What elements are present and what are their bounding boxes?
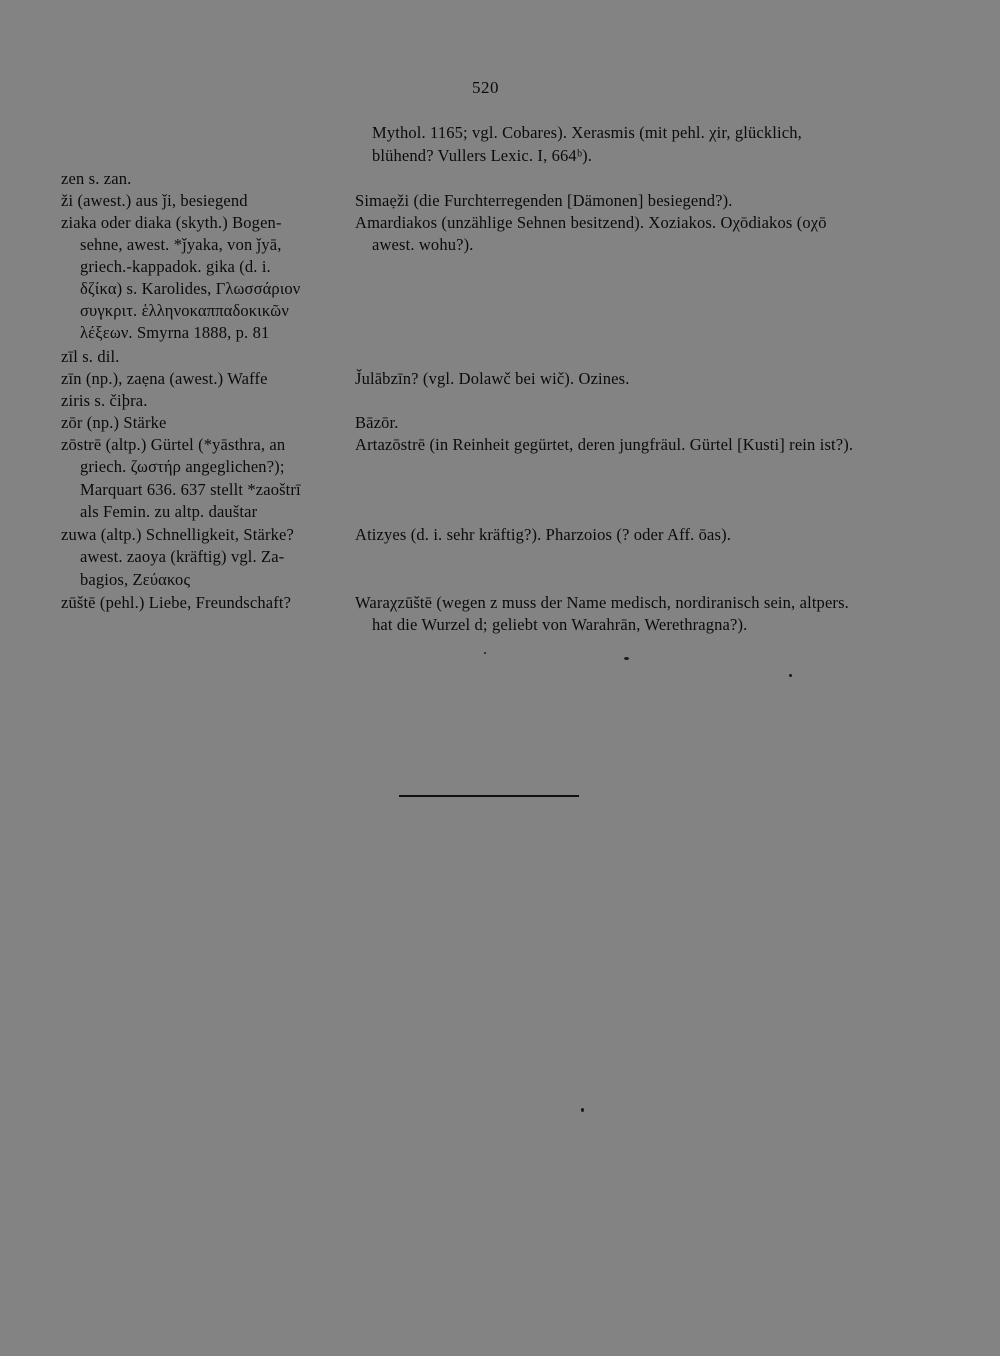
glossary-entry-line: sehne, awest. *ǰyaka, von ǰyā, <box>80 235 282 254</box>
name-entry-line: Mythol. 1165; vgl. Cobares). Xerasmis (mit pehl. χir, glücklich, <box>372 123 802 142</box>
page-number: 520 <box>472 78 499 97</box>
glossary-entry-line: δζίκα) s. Karolides, Γλωσσάριον <box>80 279 301 298</box>
glossary-entry-line: bagios, Ζεύακος <box>80 570 191 589</box>
glossary-entry-line: ziaka oder diaka (skyth.) Bogen- <box>61 213 282 232</box>
ink-speck <box>624 657 629 660</box>
name-entry-line: Waraχzūštē (wegen z muss der Name medisch, nordiranisch sein, altpers. <box>355 593 849 612</box>
name-entry-line: Artazōstrē (in Reinheit gegürtet, deren jungfräul. Gürtel [Kusti] rein ist?). <box>355 435 854 454</box>
glossary-entry-line: zūštē (pehl.) Liebe, Freundschaft? <box>61 593 292 612</box>
glossary-entry-line: zīl s. dil. <box>61 347 120 366</box>
name-entry-line: J̌ulābzīn? (vgl. Dolawč bei wič). Ozines. <box>355 369 630 388</box>
ink-speck <box>789 674 792 677</box>
glossary-entry-line: griech.-kappadok. gika (d. i. <box>80 257 271 276</box>
ink-speck <box>581 1108 584 1112</box>
glossary-entry-line: zuwa (altp.) Schnelligkeit, Stärke? <box>61 525 294 544</box>
glossary-entry-line: zōstrē (altp.) Gürtel (*yāsthra, an <box>61 435 286 454</box>
glossary-entry-line: zīn (np.), zaẹna (awest.) Waffe <box>61 369 268 388</box>
footer-rule <box>399 795 579 797</box>
glossary-entry-line: ži (awest.) aus ǰi, besiegend <box>61 191 248 210</box>
glossary-entry-line: Marquart 636. 637 stellt *zaoštrī <box>80 480 301 499</box>
glossary-entry-line: συγκριτ. ἑλληνοκαππαδοκικῶν <box>80 301 289 320</box>
name-entry-line: blühend? Vullers Lexic. I, 664ᵇ). <box>372 146 592 165</box>
name-entry-line: Amardiakos (unzählige Sehnen besitzend). Xoziakos. Οχōdiakos (oχō <box>355 213 827 232</box>
glossary-entry-line: zen s. zan. <box>61 169 132 188</box>
ink-speck <box>484 652 486 654</box>
glossary-entry-line: griech. ζωστήρ angeglichen?); <box>80 457 285 476</box>
name-entry-line: awest. wohu?). <box>372 235 474 254</box>
glossary-entry-line: λέξεων. Smyrna 1888, p. 81 <box>80 323 270 342</box>
name-entry-line: Atizyes (d. i. sehr kräftig?). Pharzoios (? oder Aff. ōas). <box>355 525 732 544</box>
name-entry-line: Bāzōr. <box>355 413 399 432</box>
glossary-entry-line: zōr (np.) Stärke <box>61 413 167 432</box>
glossary-entry-line: ziris s. čiþra. <box>61 391 148 410</box>
glossary-entry-line: awest. zaoya (kräftig) vgl. Za- <box>80 547 285 566</box>
glossary-entry-line: als Femin. zu altp. dauštar <box>80 502 258 521</box>
name-entry-line: hat die Wurzel d; geliebt von Warahrān, Werethragna?). <box>372 615 748 634</box>
name-entry-line: Simaẹži (die Furchterregenden [Dämonen] besiegend?). <box>355 191 733 210</box>
